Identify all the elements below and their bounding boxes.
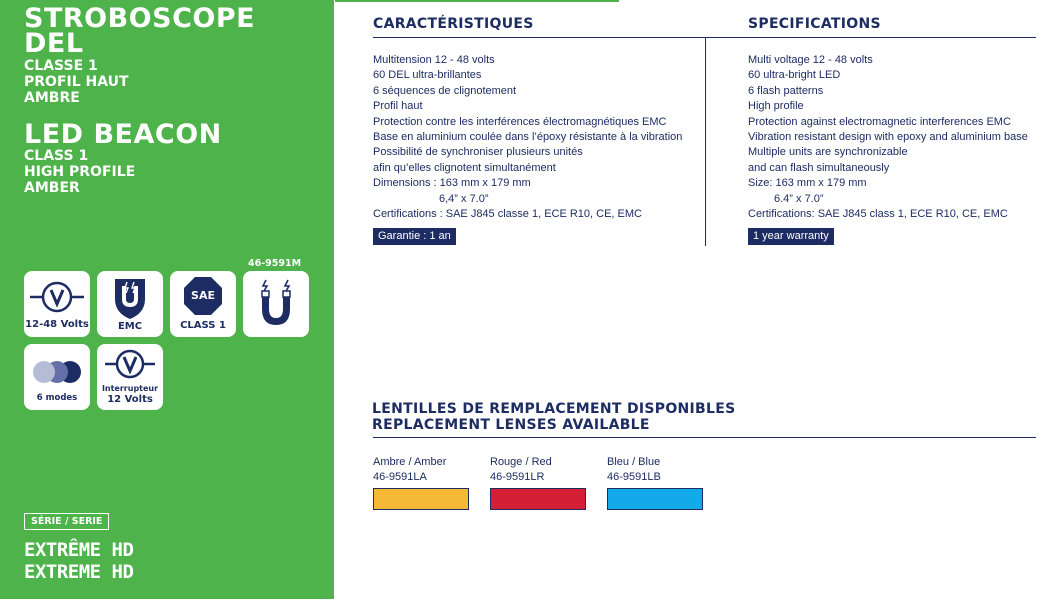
spec-fr-line: Protection contre les interférences électromagnétiques EMC xyxy=(373,115,667,128)
lens-amber-sku: 46-9591LA xyxy=(373,471,427,483)
spec-fr-line: 60 DEL ultra-brillantes xyxy=(373,69,482,82)
lenses-heading xyxy=(372,401,736,433)
subtitle-fr-class: CLASSE 1 xyxy=(24,58,98,74)
lens-red-swatch xyxy=(490,488,586,510)
spec-fr-line: Dimensions : 163 mm x 179 mm xyxy=(373,177,531,190)
emc-label: EMC xyxy=(117,321,143,332)
spec-en-line: Vibration resistant design with epoxy and aluminium base xyxy=(748,131,1028,144)
sae-tile xyxy=(170,271,236,337)
left-panel xyxy=(0,0,334,599)
spec-fr-line: Base en aluminium coulée dans l’époxy résistante à la vibration xyxy=(373,131,683,144)
title-fr-line2: DEL xyxy=(24,28,84,59)
column-divider xyxy=(705,38,706,246)
lenses-heading-en: REPLACEMENT LENSES AVAILABLE xyxy=(372,417,650,433)
spec-list-en xyxy=(748,53,1028,222)
subtitle-fr-color: AMBRE xyxy=(24,90,80,106)
spec-en-line: High profile xyxy=(748,100,804,113)
spec-en-line: and can flash simultaneously xyxy=(748,161,890,174)
warranty-badge-en: 1 year warranty xyxy=(748,228,834,245)
spec-fr-line: 6 séquences de clignotement xyxy=(373,84,517,97)
spec-en-line: 60 ultra-bright LED xyxy=(748,69,841,82)
series-name-fr: EXTRÊME HD xyxy=(24,539,134,561)
modes-tile xyxy=(24,344,90,410)
switch-label-line1: Interrupteur xyxy=(101,384,159,393)
lens-blue-sku: 46-9591LB xyxy=(607,471,661,483)
subtitle-en-class: CLASS 1 xyxy=(24,148,89,164)
magnet-icon xyxy=(243,271,309,337)
spec-fr-line: Certifications : SAE J845 classe 1, ECE R10, CE, EMC xyxy=(373,208,642,221)
modes-label: 6 modes xyxy=(36,393,78,403)
title-en: LED BEACON xyxy=(24,119,222,150)
lens-blue-swatch xyxy=(607,488,703,510)
lens-red xyxy=(490,455,586,510)
part-number: 46-9591M xyxy=(248,258,302,269)
sae-class-label: CLASS 1 xyxy=(180,320,226,331)
spec-en-line: Protection against electromagnetic interferences EMC xyxy=(748,115,1011,128)
emc-tile xyxy=(97,271,163,337)
lens-blue-label: Bleu / Blue xyxy=(607,456,661,468)
switch-tile xyxy=(97,344,163,410)
heading-en: SPECIFICATIONS xyxy=(748,16,881,32)
lens-amber-swatch xyxy=(373,488,469,510)
lenses-heading-fr: LENTILLES DE REMPLACEMENT DISPONIBLES xyxy=(372,401,736,417)
spec-en-line: 6 flash patterns xyxy=(748,84,824,97)
lens-amber xyxy=(373,455,469,510)
lenses-rule xyxy=(373,437,1036,438)
voltage-label: 12-48 Volts xyxy=(25,319,89,330)
series-name-en: EXTREME HD xyxy=(24,561,134,583)
magnet-tile xyxy=(243,271,309,337)
heading-fr: CARACTÉRISTIQUES xyxy=(373,16,534,32)
spec-en-line: Size: 163 mm x 179 mm xyxy=(748,177,867,190)
top-accent-rule xyxy=(335,0,619,2)
lens-red-sku: 46-9591LR xyxy=(490,471,545,483)
spec-fr-line: Multitension 12 - 48 volts xyxy=(373,54,495,66)
lens-blue xyxy=(607,455,703,510)
spec-en-line: 6.4” x 7.0” xyxy=(774,192,824,205)
series-badge: SÉRIE / SERIE xyxy=(24,513,109,530)
spec-fr-line: Profil haut xyxy=(373,100,423,113)
switch-label-line2: 12 Volts xyxy=(107,394,153,405)
spec-fr-line: Possibilité de synchroniser plusieurs unités xyxy=(373,146,583,159)
subtitle-en-color: AMBER xyxy=(24,180,80,196)
subtitle-fr-profile: PROFIL HAUT xyxy=(24,74,129,90)
title-fr-line1: STROBOSCOPE xyxy=(24,3,256,34)
spec-fr-line: 6,4” x 7.0” xyxy=(439,192,489,205)
lens-amber-label: Ambre / Amber xyxy=(373,456,447,468)
spec-en-line: Multi voltage 12 - 48 volts xyxy=(748,54,873,66)
warranty-badge-fr: Garantie : 1 an xyxy=(373,228,456,245)
spec-list-fr xyxy=(373,53,682,222)
voltage-tile xyxy=(24,271,90,337)
sae-badge-text: SAE xyxy=(191,289,215,302)
spec-en-line: Multiple units are synchronizable xyxy=(748,146,908,159)
spec-en-line: Certifications: SAE J845 class 1, ECE R10, CE, EMC xyxy=(748,208,1008,221)
lens-red-label: Rouge / Red xyxy=(490,456,552,468)
spec-fr-line: afin qu’elles clignotent simultanément xyxy=(373,161,556,174)
subtitle-en-profile: HIGH PROFILE xyxy=(24,164,136,180)
